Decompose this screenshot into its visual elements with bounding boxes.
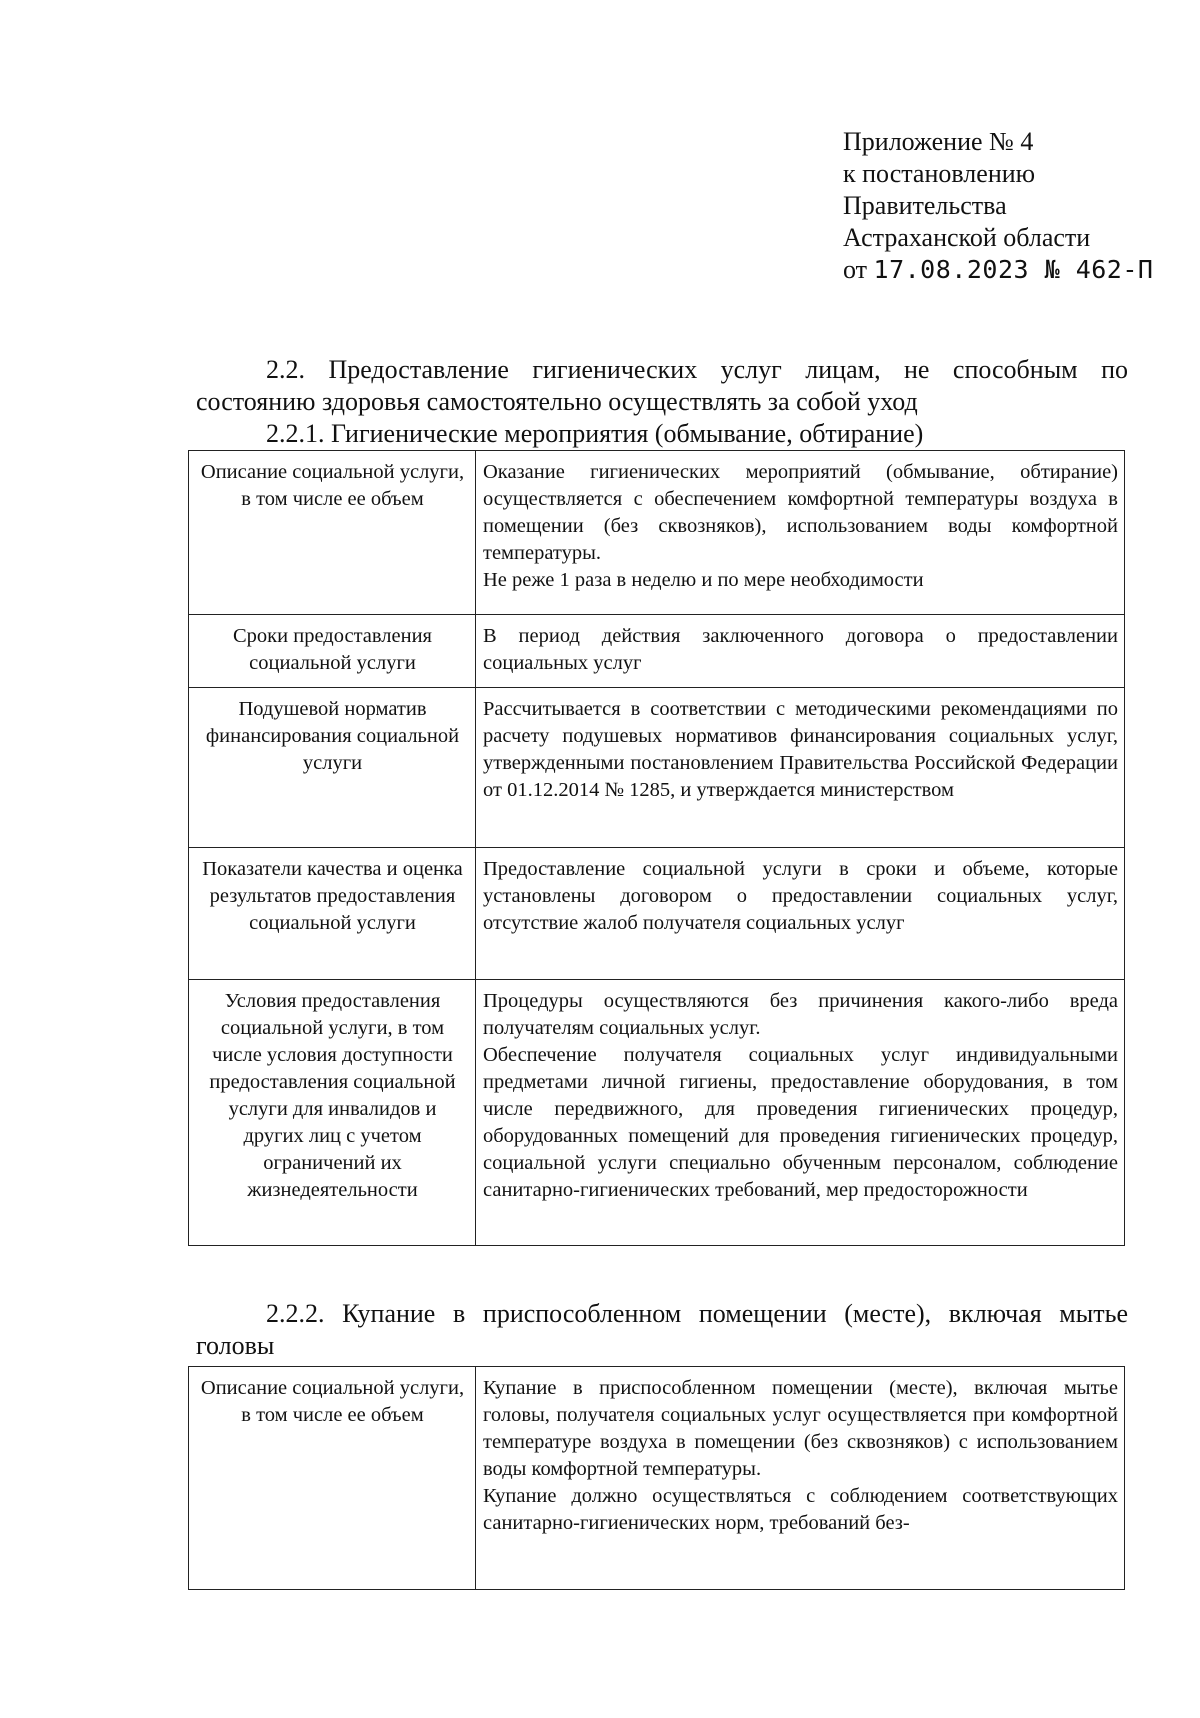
row-value xyxy=(476,1367,1125,1590)
row-label: Описание социальной услуги, в том числе ее объем xyxy=(189,451,476,615)
row-label: Подушевой норматив финансирования социальной услуги xyxy=(189,688,476,848)
date-number-stamp: 17.08.2023 № 462-П xyxy=(873,255,1154,284)
section-2-2-1-heading: 2.2.1. Гигиенические мероприятия (обмывание, обтирание) xyxy=(266,419,924,448)
appendix-line-2: к постановлению xyxy=(843,159,1036,188)
appendix-date-line xyxy=(843,254,1153,286)
hygiene-measures-table xyxy=(188,450,1125,1246)
row-value xyxy=(476,980,1125,1246)
row-value-text: Купание в приспособленном помещении (месте), включая мытье головы, получателя социальных услуг осуществляется при комфортной температуре воздуха в помещении (без сквозняков) с использованием воды комфортной температуры. xyxy=(483,1377,1118,1480)
table-row xyxy=(189,1367,1125,1590)
row-value-text: Процедуры осуществляются без причинения какого-либо вреда получателям социальных услуг. xyxy=(483,990,1118,1039)
row-value-text: Оказание гигиенических мероприятий (обмывание, обтирание) осуществляется с обеспечением комфортной температуры воздуха в помещении (без сквозняков), использованием воды комфортной температуры. xyxy=(483,461,1118,564)
appendix-line-1: Приложение № 4 xyxy=(843,127,1034,156)
appendix-header xyxy=(843,126,1153,286)
table-row xyxy=(189,848,1125,980)
appendix-line-4: Астраханской области xyxy=(843,223,1091,252)
table-row xyxy=(189,451,1125,615)
table-row xyxy=(189,688,1125,848)
appendix-line-3: Правительства xyxy=(843,191,1007,220)
table-row xyxy=(189,980,1125,1246)
row-value xyxy=(476,451,1125,615)
row-value: Рассчитывается в соответствии с методическими рекомендациями по расчету подушевых нормативов финансирования социальных услуг, утвержденными постановлением Правительства Российской Федерации от 01.12.2014 № 1285, и утверждается министерством xyxy=(476,688,1125,848)
row-value: В период действия заключенного договора о предоставлении социальных услуг xyxy=(476,615,1125,688)
row-label: Условия предоставления социальной услуги, в том числе условия доступности предоставления социальной услуги для инвалидов и других лиц с учетом ограничений их жизнедеятельности xyxy=(189,980,476,1246)
bathing-table xyxy=(188,1366,1125,1590)
row-value: Предоставление социальной услуги в сроки и объеме, которые установлены договором о предоставлении социальных услуг, отсутствие жалоб получателя социальных услуг xyxy=(476,848,1125,980)
row-label: Сроки предоставления социальной услуги xyxy=(189,615,476,688)
row-value-text-2: Обеспечение получателя социальных услуг индивидуальными предметами личной гигиены, предоставление оборудования, в том числе передвижного, для проведения гигиенических процедур, оборудованных помещений для проведения гигиенических процедур, социальной услуги специально обученным персоналом, соблюдение санитарно-гигиенических требований, мер предосторожности xyxy=(483,1044,1118,1201)
section-2-2-heading: 2.2. Предоставление гигиенических услуг лицам, не способным по состоянию здоровья самостоятельно осуществлять за собой уход xyxy=(196,355,1128,416)
date-prefix: от xyxy=(843,255,868,284)
section-2-2-2-heading: 2.2.2. Купание в приспособленном помещении (месте), включая мытье головы xyxy=(196,1299,1128,1360)
row-value-text-2: Купание должно осуществляться с соблюдением соответствующих санитарно-гигиенических норм, требований без- xyxy=(483,1485,1118,1534)
row-label: Показатели качества и оценка результатов предоставления социальной услуги xyxy=(189,848,476,980)
row-label: Описание социальной услуги, в том числе ее объем xyxy=(189,1367,476,1590)
table-row xyxy=(189,615,1125,688)
row-value-frequency: Не реже 1 раза в неделю и по мере необходимости xyxy=(483,569,924,591)
